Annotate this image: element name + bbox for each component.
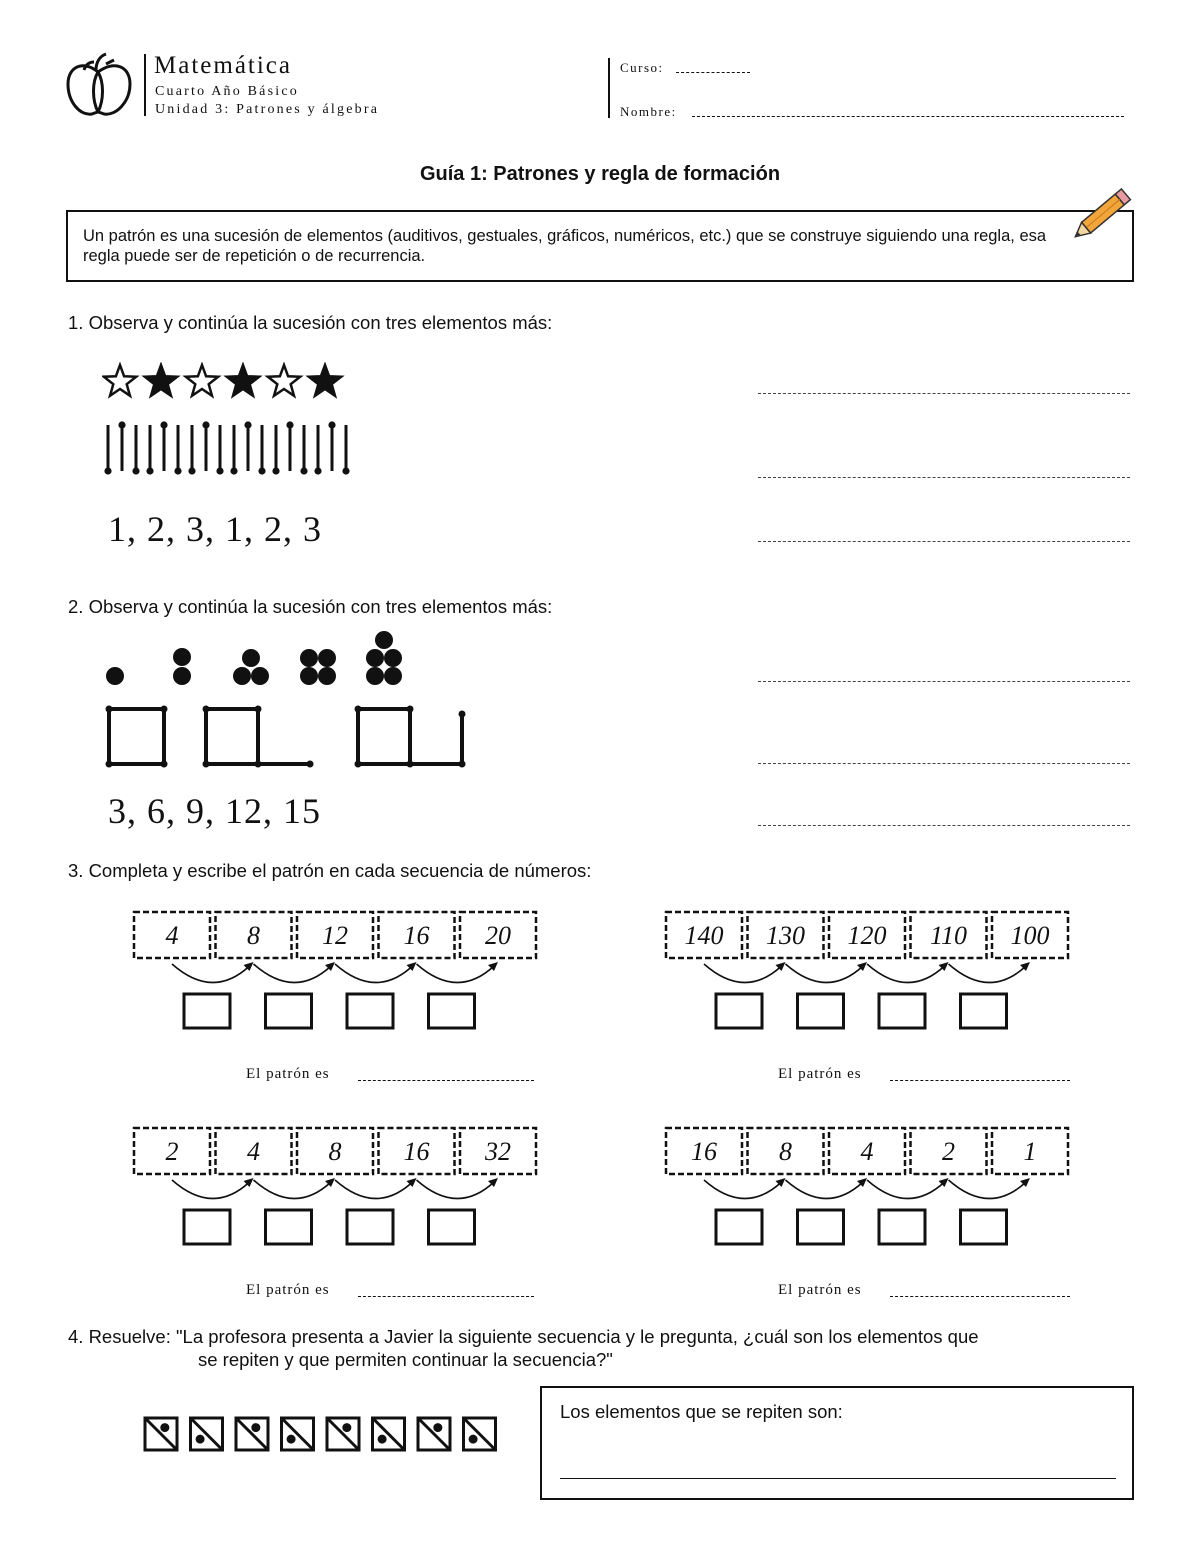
answer-box-empty[interactable] xyxy=(961,1210,1007,1244)
number-sequence-2: 3, 6, 9, 12, 15 xyxy=(108,791,321,831)
match-icon xyxy=(202,421,209,471)
grade-label: Cuarto Año Básico xyxy=(155,84,299,99)
sequence-number-box xyxy=(992,1128,1068,1174)
match-icon xyxy=(230,425,237,475)
question-4-text-cont: se repiten y que permiten continuar la secuencia?" xyxy=(198,1349,613,1370)
answer-box-empty[interactable] xyxy=(716,994,762,1028)
sequence-number-box xyxy=(134,1128,210,1174)
dot-group xyxy=(173,648,191,685)
match-icon xyxy=(132,425,139,475)
pattern-field-4[interactable] xyxy=(890,1296,1070,1297)
answer-line-2c[interactable] xyxy=(758,825,1130,826)
tile-sequence xyxy=(142,1415,502,1460)
answer-box-label: Los elementos que se repiten son: xyxy=(560,1401,843,1422)
match-icon xyxy=(286,421,293,471)
sequence-block-2 xyxy=(664,910,1074,1040)
arrow-icon xyxy=(417,962,499,983)
arrow-icon xyxy=(786,1178,868,1199)
square-match-sequence xyxy=(104,704,474,775)
answer-box-empty[interactable] xyxy=(429,1210,475,1244)
svg-text:130: 130 xyxy=(766,921,805,950)
sequence-number-box xyxy=(216,912,292,958)
definition-text: Un patrón es una sucesión de elementos (auditivos, gestuales, gráficos, numéricos, etc.) que se construye siguiendo una regla, esa regla puede ser de repetición o de recurrencia. xyxy=(83,227,1047,265)
answer-line-1c[interactable] xyxy=(758,541,1130,542)
arrow-icon xyxy=(949,962,1031,983)
svg-text:12: 12 xyxy=(322,921,348,950)
sequence-number-box xyxy=(460,1128,536,1174)
subject-title: Matemática xyxy=(154,52,292,79)
filled-star-icon xyxy=(227,365,259,396)
svg-text:16: 16 xyxy=(403,921,430,950)
sequence-number-box xyxy=(216,1128,292,1174)
arrow-icon xyxy=(335,1178,417,1199)
pattern-label-4: El patrón es xyxy=(778,1282,862,1298)
match-icon xyxy=(104,425,111,475)
answer-line-2b[interactable] xyxy=(758,763,1130,764)
question-2-text: 2. Observa y continúa la sucesión con tres elementos más: xyxy=(68,596,553,617)
answer-line-1a[interactable] xyxy=(758,393,1130,394)
answer-box-empty[interactable] xyxy=(961,994,1007,1028)
pattern-tile xyxy=(373,1418,405,1450)
question-1-text: 1. Observa y continúa la sucesión con tres elementos más: xyxy=(68,312,553,333)
sequence-number-box xyxy=(748,1128,824,1174)
svg-text:110: 110 xyxy=(929,921,968,950)
svg-text:20: 20 xyxy=(485,921,511,950)
course-divider xyxy=(608,58,610,118)
svg-text:2: 2 xyxy=(942,1137,955,1166)
question-3-text: 3. Completa y escribe el patrón en cada secuencia de números: xyxy=(68,860,592,881)
dot-group xyxy=(106,667,124,685)
svg-text:32: 32 xyxy=(485,1137,511,1166)
sequence-number-box xyxy=(297,912,373,958)
answer-box-empty[interactable] xyxy=(879,994,925,1028)
pattern-tile xyxy=(418,1418,450,1450)
dot-group xyxy=(300,649,336,685)
number-sequence-1: 1, 2, 3, 1, 2, 3 xyxy=(108,509,322,549)
dot-group xyxy=(366,631,402,685)
star-sequence xyxy=(102,362,352,407)
answer-box-empty[interactable] xyxy=(798,994,844,1028)
outline-star-icon xyxy=(186,365,218,396)
sequence-number-box xyxy=(666,912,742,958)
match-icon xyxy=(174,425,181,475)
answer-box-empty[interactable] xyxy=(429,994,475,1028)
arrow-icon xyxy=(949,1178,1031,1199)
arrow-icon xyxy=(704,962,786,983)
sequence-number-box xyxy=(992,912,1068,958)
match-icon xyxy=(342,425,349,475)
answer-field[interactable] xyxy=(560,1478,1116,1479)
pattern-tile xyxy=(236,1418,268,1450)
sequence-number-box xyxy=(297,1128,373,1174)
match-icon xyxy=(300,425,307,475)
sequence-number-box xyxy=(379,1128,455,1174)
answer-box-empty[interactable] xyxy=(184,994,230,1028)
sequence-block-4 xyxy=(664,1126,1074,1256)
arrow-icon xyxy=(254,962,336,983)
question-4-text: 4. Resuelve: "La profesora presenta a Javier la siguiente secuencia y le pregunta, ¿cuál son los elementos que xyxy=(68,1326,979,1347)
arrow-icon xyxy=(172,1178,254,1199)
match-icon xyxy=(272,425,279,475)
page-title: Guía 1: Patrones y regla de formación xyxy=(419,163,781,185)
sequence-number-box xyxy=(379,912,455,958)
filled-star-icon xyxy=(309,365,341,396)
answer-box-empty[interactable] xyxy=(716,1210,762,1244)
answer-box-empty[interactable] xyxy=(347,1210,393,1244)
svg-text:8: 8 xyxy=(328,1137,342,1166)
filled-star-icon xyxy=(145,365,177,396)
sequence-number-box xyxy=(911,1128,987,1174)
pattern-label-1: El patrón es xyxy=(246,1066,330,1082)
pattern-label-3: El patrón es xyxy=(246,1282,330,1298)
arrow-icon xyxy=(254,1178,336,1199)
answer-box-empty[interactable] xyxy=(266,994,312,1028)
sequence-number-box xyxy=(134,912,210,958)
sequence-number-box xyxy=(460,912,536,958)
svg-text:4: 4 xyxy=(247,1137,260,1166)
arrow-icon xyxy=(867,1178,949,1199)
match-icon xyxy=(328,421,335,471)
pattern-tile xyxy=(145,1418,177,1450)
course-field[interactable] xyxy=(676,72,750,73)
sequence-number-box xyxy=(748,912,824,958)
match-icon xyxy=(160,421,167,471)
sequence-number-box xyxy=(911,912,987,958)
answer-box-empty[interactable] xyxy=(879,1210,925,1244)
arrow-icon xyxy=(172,962,254,983)
match-icon xyxy=(146,425,153,475)
svg-text:4: 4 xyxy=(165,921,179,950)
arrow-icon xyxy=(867,962,949,983)
svg-text:100: 100 xyxy=(1010,921,1050,950)
pencil-icon xyxy=(1072,178,1140,244)
course-label: Curso: xyxy=(620,60,664,75)
answer-box-empty[interactable] xyxy=(266,1210,312,1244)
match-icon xyxy=(118,421,125,471)
svg-text:2: 2 xyxy=(165,1137,179,1166)
svg-text:4: 4 xyxy=(860,1137,874,1166)
logo xyxy=(62,52,136,120)
name-field[interactable] xyxy=(692,116,1124,117)
outline-star-icon xyxy=(268,365,300,396)
pattern-label-2: El patrón es xyxy=(778,1066,862,1082)
sequence-number-box xyxy=(829,912,905,958)
dot-group xyxy=(233,649,269,685)
pattern-tile xyxy=(327,1418,359,1450)
pattern-field-2[interactable] xyxy=(890,1080,1070,1081)
pattern-tile xyxy=(282,1418,314,1450)
svg-text:120: 120 xyxy=(847,921,887,950)
answer-box-empty[interactable] xyxy=(184,1210,230,1244)
match-icon xyxy=(216,425,223,475)
arrow-icon xyxy=(786,962,868,983)
svg-text:1: 1 xyxy=(1023,1137,1037,1166)
arrow-icon xyxy=(335,962,417,983)
arrow-icon xyxy=(704,1178,786,1199)
answer-box-empty[interactable] xyxy=(347,994,393,1028)
pattern-field-3[interactable] xyxy=(358,1296,534,1297)
match-sequence xyxy=(104,420,358,481)
svg-text:140: 140 xyxy=(684,921,724,950)
unit-label: Unidad 3: Patrones y álgebra xyxy=(155,102,380,117)
answer-box-empty[interactable] xyxy=(798,1210,844,1244)
match-icon xyxy=(258,425,265,475)
match-icon xyxy=(314,425,321,475)
svg-text:16: 16 xyxy=(691,1137,717,1166)
sequence-block-3 xyxy=(132,1126,542,1256)
pattern-tile xyxy=(191,1418,223,1450)
name-label: Nombre: xyxy=(620,104,677,119)
answer-line-1b[interactable] xyxy=(758,477,1130,478)
answer-line-2a[interactable] xyxy=(758,681,1130,682)
arrow-icon xyxy=(417,1178,499,1199)
dot-sequence xyxy=(100,628,420,693)
pattern-tile xyxy=(464,1418,496,1450)
sequence-number-box xyxy=(666,1128,742,1174)
svg-text:8: 8 xyxy=(247,921,260,950)
svg-text:16: 16 xyxy=(403,1137,430,1166)
sequence-number-box xyxy=(829,1128,905,1174)
outline-star-icon xyxy=(104,365,136,396)
sequence-block-1 xyxy=(132,910,542,1040)
match-icon xyxy=(188,425,195,475)
pattern-field-1[interactable] xyxy=(358,1080,534,1081)
match-icon xyxy=(244,421,251,471)
svg-text:8: 8 xyxy=(779,1137,792,1166)
header-divider xyxy=(144,54,146,116)
